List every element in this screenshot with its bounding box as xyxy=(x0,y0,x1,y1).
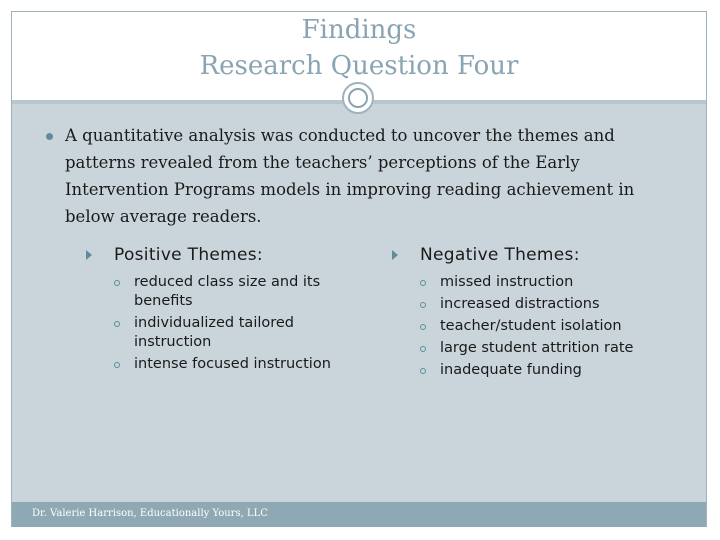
positive-themes-heading xyxy=(86,243,356,267)
negative-themes-column xyxy=(392,243,682,383)
positive-themes-column xyxy=(86,243,356,377)
main-bullet-point xyxy=(34,122,684,230)
title-line-1: Findings xyxy=(301,15,417,45)
footer-bar xyxy=(12,502,706,527)
footer-text: Dr. Valerie Harrison, Educationally Yours, LLC xyxy=(32,508,268,519)
ring-bullet-icon xyxy=(420,280,426,286)
list-item-text: inadequate funding xyxy=(440,362,582,378)
ring-bullet-icon xyxy=(114,280,120,286)
list-item-text: individualized tailored instruction xyxy=(134,315,295,350)
triangle-bullet-icon xyxy=(392,250,398,260)
list-item xyxy=(392,295,682,314)
negative-themes-heading xyxy=(392,243,682,267)
list-item xyxy=(392,361,682,380)
ring-bullet-icon xyxy=(114,321,120,327)
list-item xyxy=(392,339,682,358)
double-ring-icon xyxy=(342,82,374,114)
list-item-text: reduced class size and its benefits xyxy=(134,274,321,309)
list-item xyxy=(86,355,356,374)
inner-ring xyxy=(348,88,368,108)
ring-bullet-icon xyxy=(420,346,426,352)
title-line-2: Research Question Four xyxy=(199,51,519,81)
list-item xyxy=(86,314,356,352)
list-item xyxy=(392,273,682,292)
positive-themes-list xyxy=(86,273,356,374)
list-item-text: large student attrition rate xyxy=(440,340,634,356)
ring-bullet-icon xyxy=(420,368,426,374)
ring-bullet-icon xyxy=(420,302,426,308)
list-item-text: teacher/student isolation xyxy=(440,318,622,334)
list-item-text: missed instruction xyxy=(440,274,574,290)
list-item-text: increased distractions xyxy=(440,296,600,312)
negative-themes-heading-text: Negative Themes: xyxy=(420,245,580,265)
triangle-bullet-icon xyxy=(86,250,92,260)
ring-bullet-icon xyxy=(420,324,426,330)
list-item xyxy=(392,317,682,336)
filled-circle-bullet-icon xyxy=(46,133,53,140)
negative-themes-list xyxy=(392,273,682,380)
list-item-text: intense focused instruction xyxy=(134,356,331,372)
ring-bullet-icon xyxy=(114,362,120,368)
positive-themes-heading-text: Positive Themes: xyxy=(114,245,263,265)
main-bullet-text: A quantitative analysis was conducted to uncover the themes and patterns revealed from the teachers’ perceptions of the Early Intervention Programs models in improving reading achievement in below average readers. xyxy=(65,126,635,226)
list-item xyxy=(86,273,356,311)
